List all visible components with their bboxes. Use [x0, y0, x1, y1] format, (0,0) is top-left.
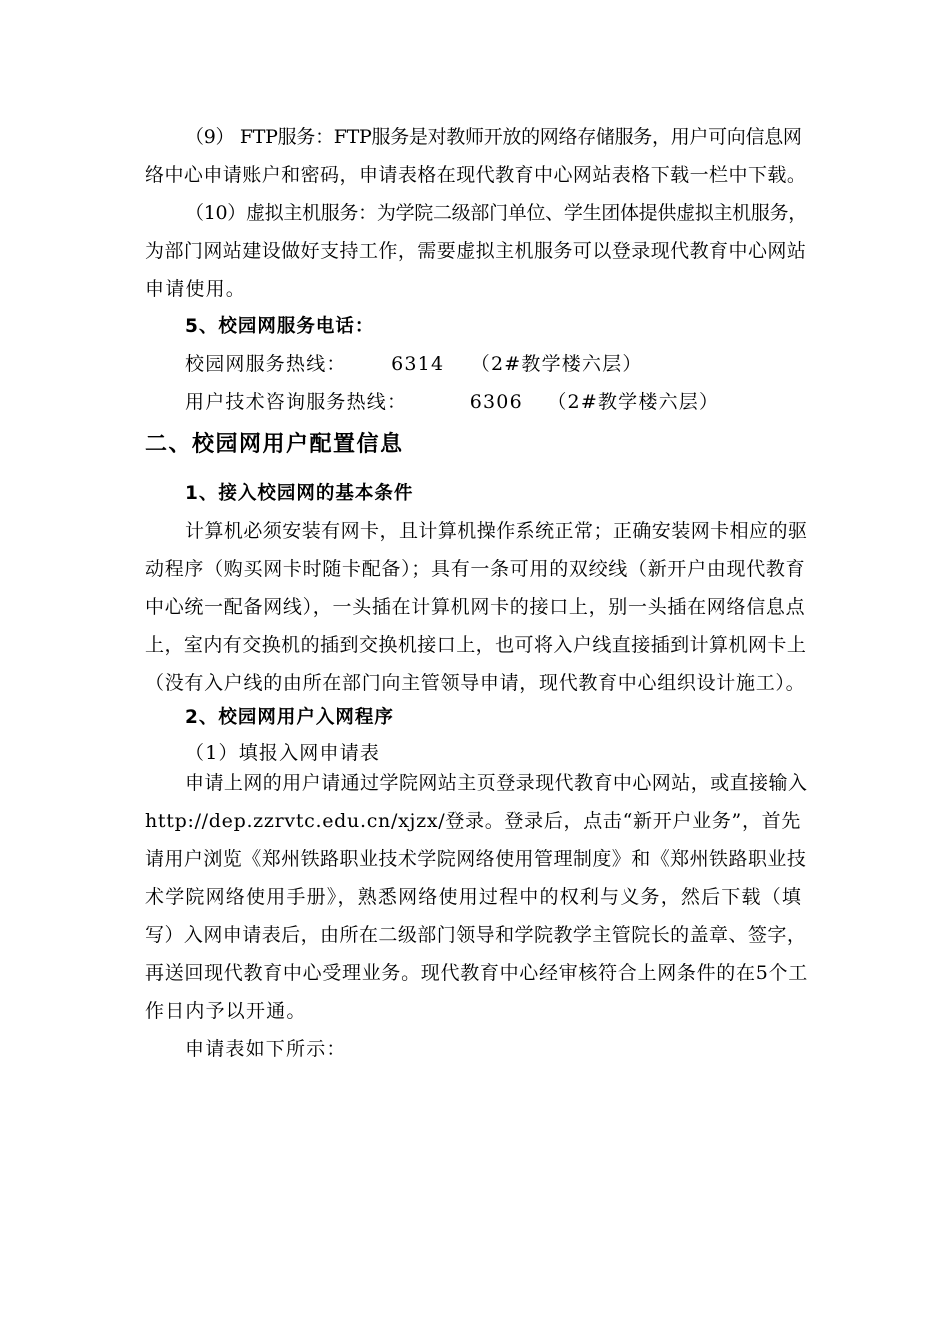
vhost-line-2: 为部门网站建设做好支持工作，需要虚拟主机服务可以登录现代教育中心网站: [145, 240, 807, 262]
section-2-heading: 二、校园网用户配置信息: [145, 432, 404, 457]
tech-hotline-number: 6306: [469, 391, 523, 413]
form-intro: 申请表如下所示：: [185, 1038, 347, 1060]
basic-line-1: 计算机必须安装有网卡，且计算机操作系统正常；正确安装网卡相应的驱: [185, 520, 808, 542]
apply-line-7: 作日内予以开通。: [145, 1000, 307, 1022]
ftp-line-2: 络中心申请账户和密码，申请表格在现代教育中心网站表格下载一栏中下载。: [145, 164, 807, 186]
vhost-line-1: （10）虚拟主机服务：为学院二级部门单位、学生团体提供虚拟主机服务，: [185, 202, 807, 224]
basic-conditions-heading: 1、接入校园网的基本条件: [185, 483, 414, 504]
phone-heading: 5、校园网服务电话：: [185, 316, 375, 337]
apply-line-6: 再送回现代教育中心受理业务。现代教育中心经审核符合上网条件的在5个工: [145, 962, 808, 984]
basic-line-4: 上，室内有交换机的插到交换机接口上，也可将入户线直接插到计算机网卡上: [145, 634, 807, 656]
tech-hotline-label: 用户技术咨询服务热线：: [185, 391, 408, 413]
procedure-heading: 2、校园网用户入网程序: [185, 707, 394, 728]
hotline-row: [185, 352, 643, 376]
basic-line-2: 动程序（购买网卡时随卡配备）；具有一条可用的双绞线（新开户由现代教育: [145, 558, 806, 580]
hotline-label: 校园网服务热线：: [185, 353, 347, 375]
apply-line-4: 术学院网络使用手册》，熟悉网络使用过程中的权利与义务，然后下载（填: [145, 886, 803, 908]
basic-line-3: 中心统一配备网线），一头插在计算机网卡的接口上，别一头插在网络信息点: [145, 596, 806, 618]
ftp-line-1: （9） FTP服务：FTP服务是对教师开放的网络存储服务，用户可向信息网: [185, 126, 802, 148]
step-1-heading: （1）填报入网申请表: [185, 742, 381, 764]
apply-line-1: 申请上网的用户请通过学院网站主页登录现代教育中心网站，或直接输入: [185, 772, 808, 794]
tech-hotline-row: [185, 390, 719, 414]
hotline-number: 6314: [391, 353, 445, 375]
hotline-location: （2#教学楼六层）: [470, 353, 643, 375]
tech-hotline-location: （2#教学楼六层）: [547, 391, 720, 413]
basic-line-5: （没有入户线的由所在部门向主管领导申请，现代教育中心组织设计施工）。: [145, 672, 806, 694]
apply-line-2: http://dep.zzrvtc.edu.cn/xjzx/登录。登录后，点击“新开户业务”，首先: [145, 810, 802, 832]
apply-line-3: 请用户浏览《郑州铁路职业技术学院网络使用管理制度》和《郑州铁路职业技: [145, 848, 807, 870]
apply-line-5: 写）入网申请表后，由所在二级部门领导和学院教学主管院长的盖章、签字，: [145, 924, 807, 946]
vhost-line-3: 申请使用。: [145, 278, 247, 300]
